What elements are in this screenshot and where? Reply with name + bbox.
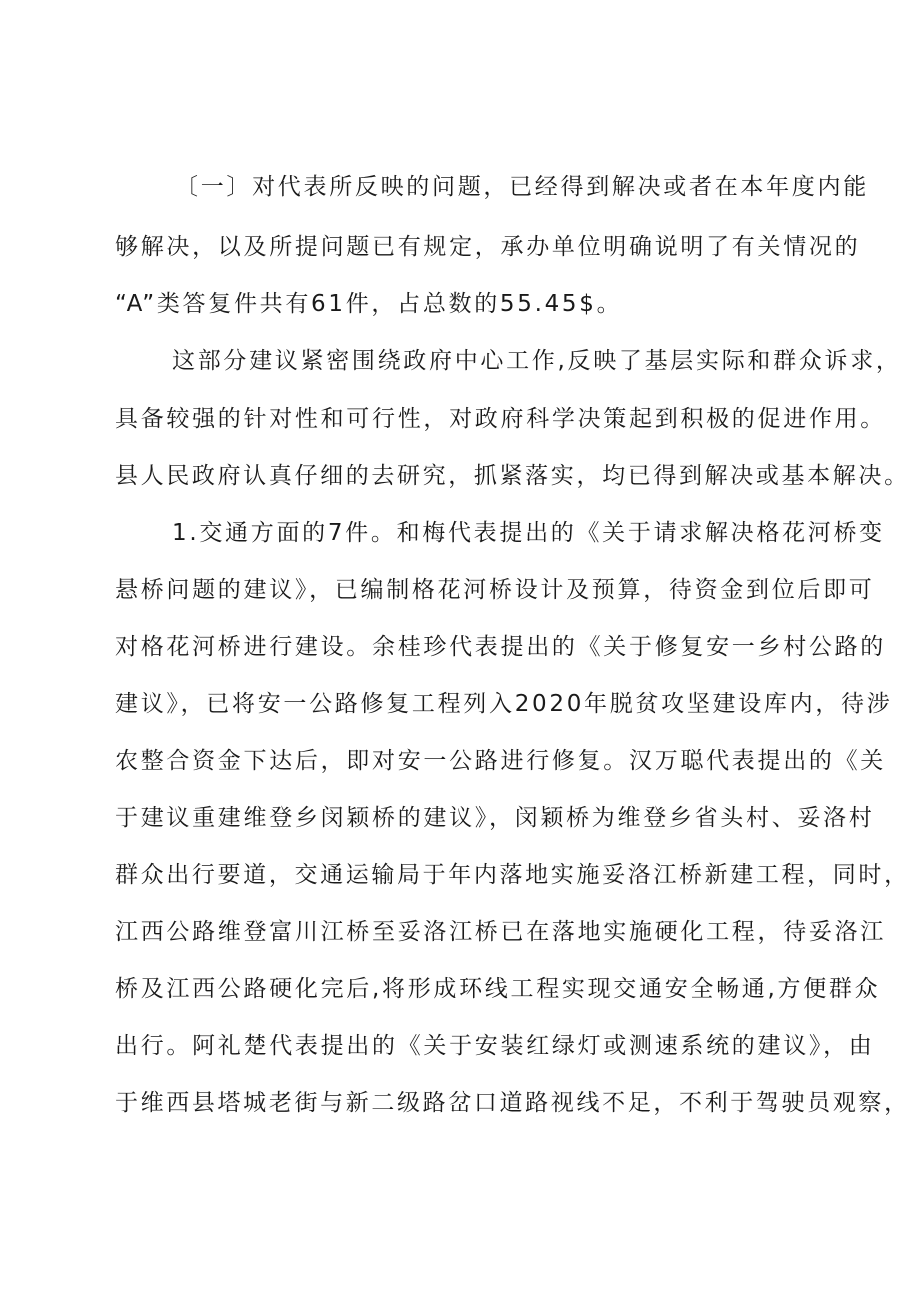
text-line: 1.交通方面的7件。和梅代表提出的《关于请求解决格花河桥变: [172, 520, 885, 546]
text-line: 于建议重建维登乡闵颖桥的建议》，闵颖桥为维登乡省头村、妥洛村: [115, 805, 875, 831]
text-line: 农整合资金下达后，即对安一公路进行修复。汉万聪代表提出的《关: [115, 748, 886, 774]
text-line: 江西公路维登富川江桥至妥洛江桥已在落地实施硬化工程，待妥洛江: [115, 919, 886, 945]
text-line: 具备较强的针对性和可行性，对政府科学决策起到积极的促进作用。: [115, 406, 886, 432]
text-line: 够解决，以及所提问题已有规定，承办单位明确说明了有关情况的: [115, 234, 861, 260]
text-line: 桥及江西公路硬化完后,将形成环线工程实现交通安全畅通,方便群众: [115, 976, 881, 1002]
text-line: 这部分建议紧密围绕政府中心工作,反映了基层实际和群众诉求，: [172, 348, 902, 374]
text-line: 建议》，已将安一公路修复工程列入2020年脱贫攻坚建设库内，待涉: [115, 691, 893, 717]
text-line: 〔一〕对代表所反映的问题，已经得到解决或者在本年度内能: [175, 174, 869, 200]
text-line: 县人民政府认真仔细的去研究，抓紧落实，均已得到解决或基本解决。: [115, 463, 910, 489]
text-line: 群众出行要道，交通运输局于年内落地实施妥洛江桥新建工程，同时，: [115, 862, 910, 888]
text-line: 对格花河桥进行建设。余桂珍代表提出的《关于修复安一乡村公路的: [115, 634, 886, 660]
text-line: 悬桥问题的建议》，已编制格花河桥设计及预算，待资金到位后即可: [115, 577, 875, 603]
text-line: 出行。阿礼楚代表提出的《关于安装红绿灯或测速系统的建议》，由: [115, 1033, 875, 1059]
text-line: 于维西县塔城老街与新二级路岔口道路视线不足，不利于驾驶员观察，: [115, 1090, 910, 1116]
text-line: “A”类答复件共有61件，占总数的55.45$。: [115, 291, 623, 317]
